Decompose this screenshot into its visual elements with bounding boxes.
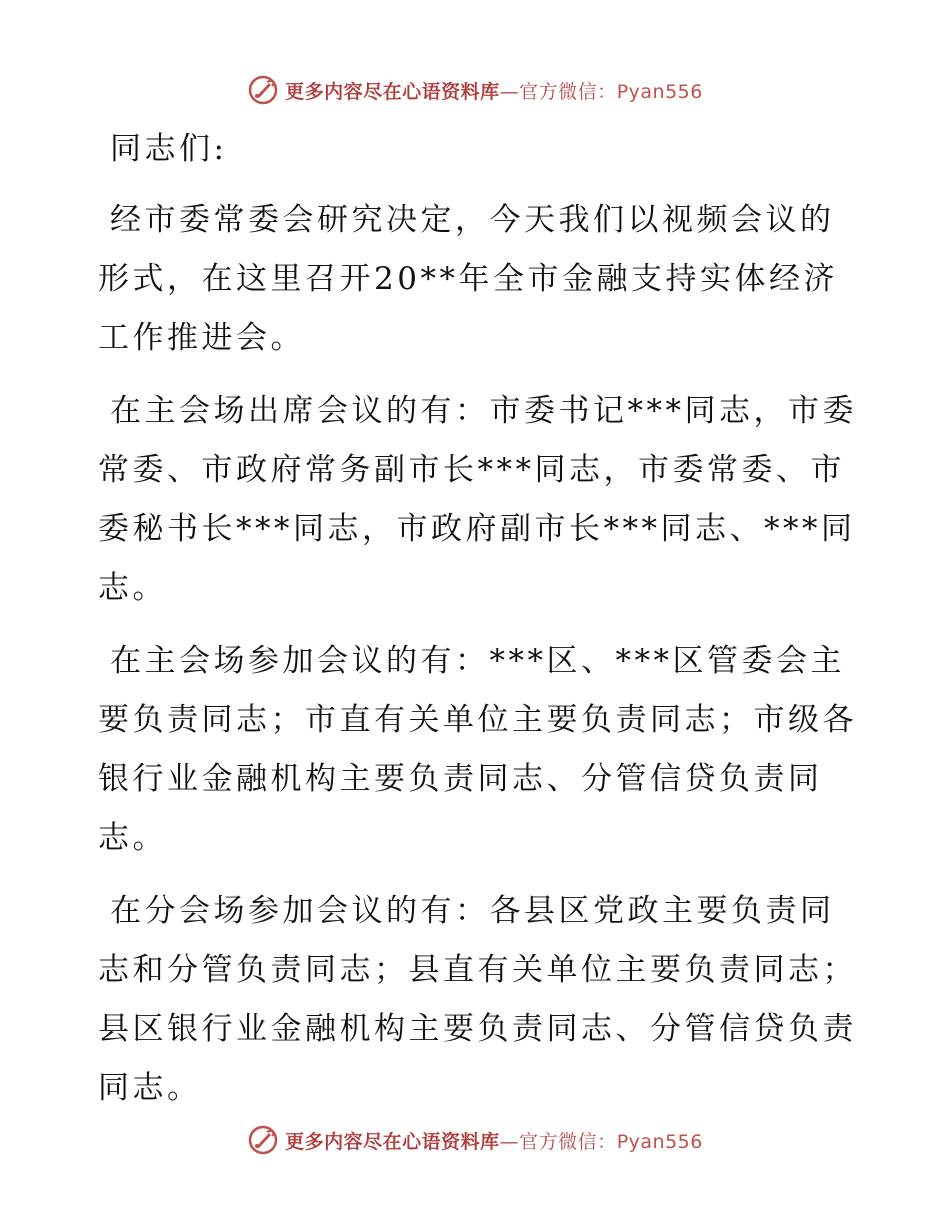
quill-logo-icon (247, 74, 279, 106)
watermark-wechat-label: 官方微信： (519, 80, 617, 103)
quill-logo-icon (247, 1124, 279, 1156)
paragraph-1: 经市委常委会研究决定，今天我们以视频会议的形式，在这里召开20**年全市金融支持实体经济工作推进会。 (98, 202, 838, 356)
watermark-main-text: 更多内容尽在心语资料库 (285, 80, 500, 103)
paragraph-2: 在主会场出席会议的有：市委书记***同志，市委常委、市政府常务副市长***同志，市委常委、市委秘书长***同志，市政府副市长***同志、***同志。 (98, 393, 857, 606)
watermark-wechat-id: Pyan556 (616, 1130, 703, 1153)
greeting: 同志们: (110, 131, 228, 167)
paragraph-4: 在分会场参加会议的有：各县区党政主要负责同志和分管负责同志；县直有关单位主要负责同志；县区银行业金融机构主要负责同志、分管信贷负责同志。 (98, 893, 857, 1106)
watermark-banner-top (0, 70, 950, 110)
watermark-banner-bottom (0, 1120, 950, 1160)
document-body (98, 120, 858, 1132)
paragraph-3: 在主会场参加会议的有：***区、***区管委会主要负责同志；市直有关单位主要负责同志；市级各银行业金融机构主要负责同志、分管信贷负责同志。 (98, 643, 857, 856)
watermark-main-text: 更多内容尽在心语资料库 (285, 1130, 500, 1153)
watermark-dash: — (499, 1130, 520, 1153)
watermark-wechat-label: 官方微信： (519, 1130, 617, 1153)
watermark-dash: — (499, 80, 520, 103)
watermark-wechat-id: Pyan556 (616, 80, 703, 103)
